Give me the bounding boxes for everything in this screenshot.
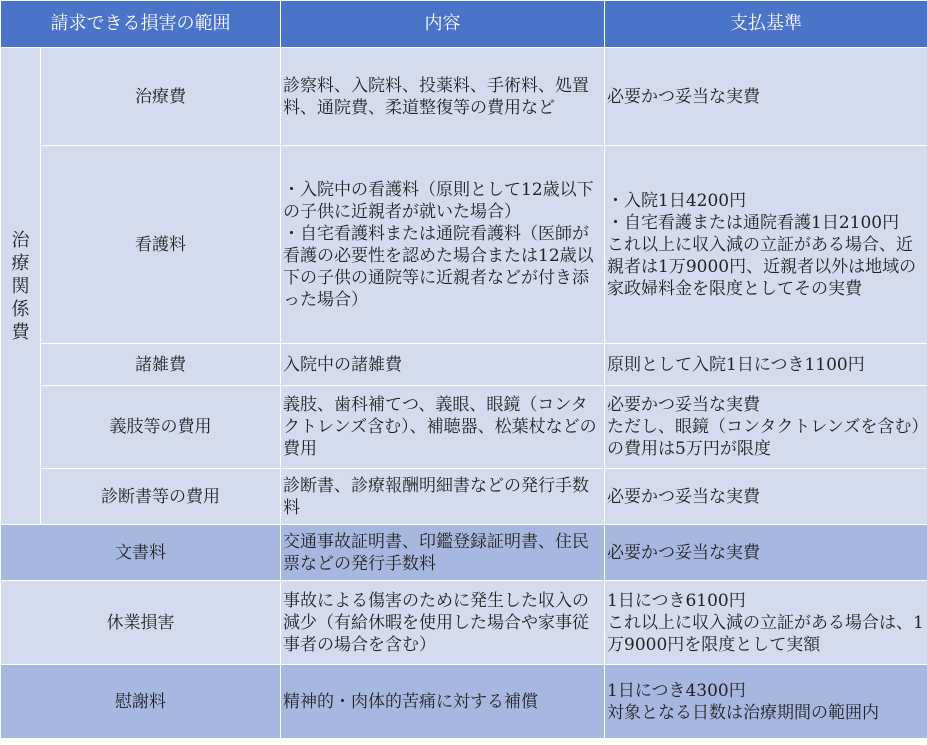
- row-standard: 必要かつ妥当な実費: [605, 469, 927, 525]
- row-name: 休業損害: [1, 581, 281, 665]
- row-standard: ・入院1日4200円 ・自宅看護または通院看護1日2100円 これ以上に収入減の立証がある場合、近親者は1万9000円、近親者以外は地域の家政婦料金を限度としてその実費: [605, 146, 927, 344]
- group-label-treatment: 治療関係費: [1, 48, 41, 525]
- row-content: 義肢、歯科補てつ、義眼、眼鏡（コンタクトレンズ含む）、補聴器、松葉杖などの費用: [281, 386, 605, 469]
- table-row: [1, 146, 927, 344]
- row-content: 精神的・肉体的苦痛に対する補償: [281, 665, 605, 739]
- row-name: 文書料: [1, 525, 281, 581]
- table-row: [1, 581, 927, 665]
- row-standard: 必要かつ妥当な実費: [605, 48, 927, 146]
- row-name: 慰謝料: [1, 665, 281, 739]
- row-content: 事故による傷害のために発生した収入の減少（有給休暇を使用した場合や家事従事者の場合を含む）: [281, 581, 605, 665]
- header-content: 内容: [281, 1, 605, 48]
- row-name: 諸雑費: [41, 344, 281, 386]
- table-row: [1, 386, 927, 469]
- row-standard: 必要かつ妥当な実費: [605, 525, 927, 581]
- table-row: [1, 665, 927, 739]
- row-standard: 必要かつ妥当な実費 ただし、眼鏡（コンタクトレンズを含む）の費用は5万円が限度: [605, 386, 927, 469]
- row-content: 入院中の諸雑費: [281, 344, 605, 386]
- row-content: 診断書、診療報酬明細書などの発行手数料: [281, 469, 605, 525]
- row-content: 診察料、入院料、投薬料、手術料、処置料、通院費、柔道整復等の費用など: [281, 48, 605, 146]
- table-row: [1, 469, 927, 525]
- row-name: 治療費: [41, 48, 281, 146]
- row-standard: 原則として入院1日につき1100円: [605, 344, 927, 386]
- header-scope: 請求できる損害の範囲: [1, 1, 281, 48]
- row-standard: 1日につき4300円 対象となる日数は治療期間の範囲内: [605, 665, 927, 739]
- row-name: 診断書等の費用: [41, 469, 281, 525]
- row-name: 義肢等の費用: [41, 386, 281, 469]
- header-standard: 支払基準: [605, 1, 927, 48]
- row-standard: 1日につき6100円 これ以上に収入減の立証がある場合は、1万9000円を限度として実額: [605, 581, 927, 665]
- header-row: [1, 1, 927, 48]
- table-row: [1, 48, 927, 146]
- table-row: [1, 525, 927, 581]
- row-name: 看護料: [41, 146, 281, 344]
- table-row: [1, 344, 927, 386]
- row-content: ・入院中の看護料（原則として12歳以下の子供に近親者が就いた場合） ・自宅看護料または通院看護料（医師が看護の必要性を認めた場合または12歳以下の子供の通院等に近親者などが付き添った場合）: [281, 146, 605, 344]
- row-content: 交通事故証明書、印鑑登録証明書、住民票などの発行手数料: [281, 525, 605, 581]
